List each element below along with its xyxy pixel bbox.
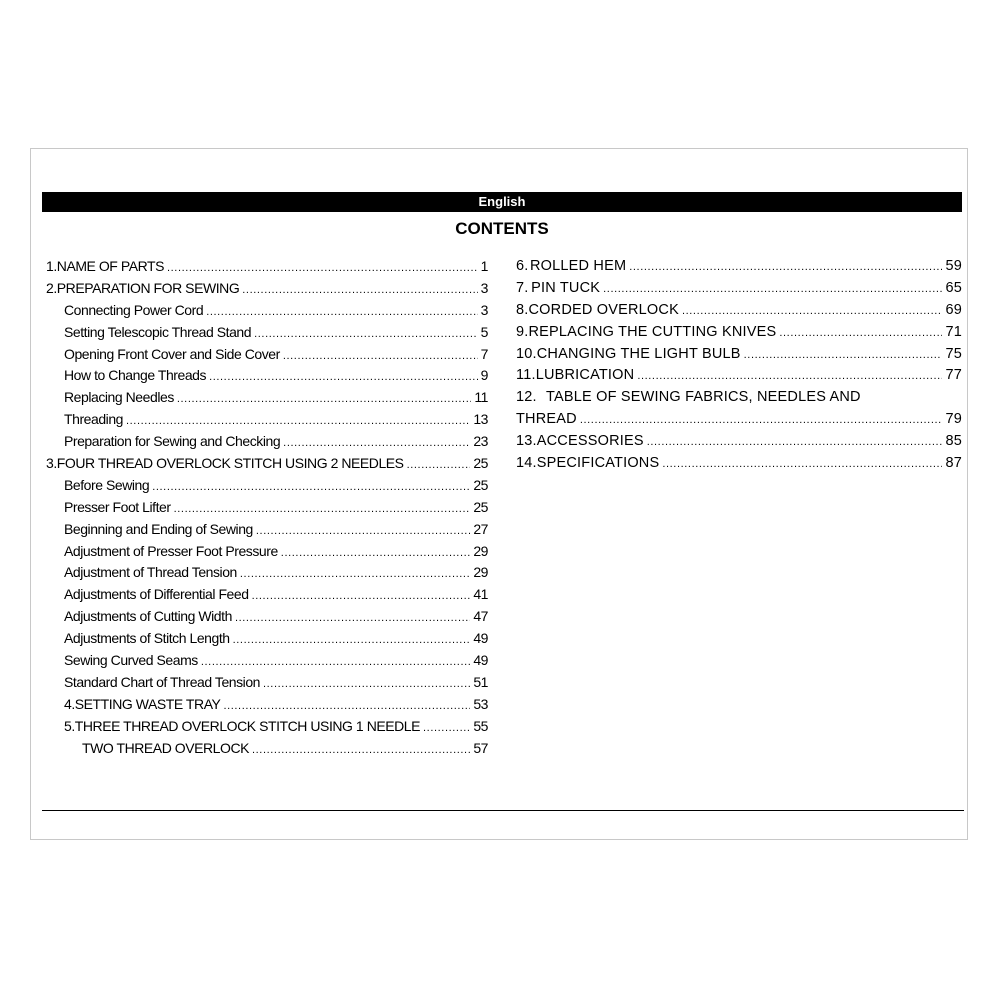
toc-entry[interactable] [516, 322, 962, 344]
toc-entry-title: SETTING WASTE TRAY [74, 695, 221, 712]
toc-dot-leader [256, 521, 470, 543]
toc-entry-page: 29 [473, 564, 488, 581]
toc-entry-title: Adjustment of Thread Tension [64, 564, 237, 581]
toc-entry-page: 25 [473, 455, 488, 472]
toc-entry-page: 25 [473, 498, 488, 515]
toc-entry[interactable] [46, 738, 488, 760]
bottom-rule [42, 810, 964, 811]
toc-entry[interactable] [516, 409, 962, 431]
toc-dot-leader [629, 257, 942, 279]
toc-dot-leader [126, 411, 470, 433]
toc-right-column [516, 256, 962, 475]
toc-entry-page: 51 [473, 673, 488, 690]
toc-dot-leader [637, 366, 942, 388]
toc-entry[interactable] [516, 344, 962, 366]
toc-dot-leader [281, 543, 471, 565]
toc-entry-title: THREAD [516, 411, 577, 428]
toc-dot-leader [662, 454, 942, 476]
toc-entry[interactable] [46, 694, 488, 716]
toc-entry-page: 7 [480, 345, 488, 362]
toc-entry-page: 11 [474, 389, 488, 406]
toc-entry[interactable] [46, 300, 488, 322]
toc-entry-page: 87 [945, 455, 962, 472]
toc-entry-page: 75 [945, 345, 962, 362]
toc-entry-number: 5. [64, 717, 75, 734]
toc-entry-title: CORDED OVERLOCK [528, 301, 679, 318]
toc-dot-leader [580, 410, 943, 432]
toc-dot-leader [779, 323, 942, 345]
toc-entry-page: 29 [473, 542, 488, 559]
toc-entry-page: 79 [945, 411, 962, 428]
toc-entry-number: 11. [516, 367, 536, 384]
toc-entry[interactable] [46, 344, 488, 366]
toc-entry-title: Sewing Curved Seams [64, 652, 198, 669]
toc-entry-title: ACCESSORIES [536, 433, 644, 450]
toc-entry-title: Beginning and Ending of Sewing [64, 520, 253, 537]
toc-entry[interactable] [46, 453, 488, 475]
toc-entry-title: TWO THREAD OVERLOCK [82, 739, 249, 756]
toc-entry[interactable] [46, 606, 488, 628]
toc-dot-leader [209, 367, 478, 389]
toc-dot-leader [252, 740, 470, 762]
toc-entry-page: 25 [473, 476, 488, 493]
toc-entry-page: 77 [945, 367, 962, 384]
toc-dot-leader [233, 630, 471, 652]
toc-entry[interactable] [516, 431, 962, 453]
toc-entry-title: Adjustments of Differential Feed [64, 586, 249, 603]
toc-entry-title: Replacing Needles [64, 389, 174, 406]
toc-entry-number: 1. [46, 258, 57, 274]
toc-entry-title: LUBRICATION [535, 367, 635, 384]
toc-dot-leader [206, 302, 477, 324]
toc-entry-title: TABLE OF SEWING FABRICS, NEEDLES AND [546, 389, 861, 406]
toc-entry-number: 10. [516, 345, 537, 362]
toc-entry-page: 3 [480, 279, 488, 296]
toc-entry-title: THREE THREAD OVERLOCK STITCH USING 1 NEEDLE [74, 717, 421, 734]
toc-entry-title: Setting Telescopic Thread Stand [64, 323, 252, 340]
toc-entry[interactable] [46, 562, 488, 584]
language-banner [42, 192, 962, 212]
toc-entry[interactable] [46, 256, 488, 278]
toc-dot-leader [423, 718, 470, 740]
toc-entry-number: 3. [46, 455, 57, 472]
toc-entry-page: 47 [473, 608, 488, 625]
toc-dot-leader [283, 346, 478, 368]
toc-entry-page: 55 [473, 717, 488, 734]
toc-entry[interactable] [516, 278, 962, 300]
toc-entry-title: Connecting Power Cord [64, 301, 204, 318]
toc-entry[interactable] [516, 256, 962, 278]
toc-entry-page: 13 [473, 411, 488, 428]
toc-dot-leader [242, 280, 477, 302]
toc-entry-number: 13. [516, 433, 537, 450]
toc-entry-page: 65 [945, 279, 962, 296]
toc-dot-leader [240, 564, 470, 586]
toc-dot-leader [152, 477, 470, 499]
toc-entry-page: 41 [473, 586, 488, 603]
toc-entry-number: 4. [64, 695, 75, 712]
language-label: English [478, 194, 526, 209]
toc-entry-page: 53 [473, 695, 488, 712]
toc-dot-leader [254, 324, 478, 346]
toc-dot-leader [283, 433, 470, 455]
toc-entry-title: Preparation for Sewing and Checking [64, 433, 281, 450]
toc-entry[interactable] [46, 519, 488, 541]
toc-entry[interactable] [46, 387, 488, 409]
toc-entry[interactable] [46, 365, 488, 387]
toc-entry-page: 1 [480, 258, 488, 274]
toc-entry-title: PIN TUCK [531, 279, 601, 296]
toc-left-column [46, 256, 488, 759]
toc-entry[interactable] [46, 628, 488, 650]
toc-dot-leader [647, 432, 943, 454]
toc-entry-page: 69 [945, 301, 962, 318]
toc-entry-page: 5 [480, 323, 488, 340]
toc-entry[interactable] [516, 300, 962, 322]
toc-entry[interactable] [516, 453, 962, 475]
toc-entry-page: 57 [473, 739, 488, 756]
toc-entry-title: Before Sewing [64, 476, 150, 493]
toc-entry-page: 27 [473, 520, 488, 537]
toc-entry-page: 9 [480, 367, 488, 384]
toc-dot-leader [235, 608, 470, 630]
toc-entry-title: FOUR THREAD OVERLOCK STITCH USING 2 NEEDLES [56, 455, 404, 472]
toc-entry-title: Presser Foot Lifter [64, 498, 171, 515]
toc-entry[interactable] [46, 650, 488, 672]
toc-entry[interactable] [46, 541, 488, 563]
toc-entry-title: CHANGING THE LIGHT BULB [536, 345, 741, 362]
toc-dot-leader [177, 389, 471, 411]
toc-entry-title: NAME OF PARTS [56, 258, 164, 274]
toc-entry-number: 12. [516, 389, 537, 406]
toc-dot-leader [223, 696, 470, 718]
toc-entry[interactable] [516, 387, 962, 409]
toc-entry[interactable] [46, 431, 488, 453]
toc-entry[interactable] [46, 672, 488, 694]
toc-entry-title: Adjustments of Cutting Width [64, 608, 232, 625]
toc-entry-title: Adjustments of Stitch Length [64, 630, 230, 647]
toc-entry-title: PREPARATION FOR SEWING [56, 279, 240, 296]
toc-dot-leader [744, 345, 943, 367]
toc-entry[interactable] [46, 584, 488, 606]
toc-entry-title: Adjustment of Presser Foot Pressure [64, 542, 278, 559]
page-title: CONTENTS [455, 219, 549, 238]
toc-entry[interactable] [46, 322, 488, 344]
toc-entry-page: 59 [945, 258, 962, 274]
toc-dot-leader [252, 586, 471, 608]
toc-dot-leader [407, 455, 471, 477]
toc-entry-page: 49 [473, 630, 488, 647]
toc-entry-title: SPECIFICATIONS [536, 455, 660, 472]
toc-dot-leader [201, 652, 470, 674]
toc-entry-number: 9. [516, 323, 529, 340]
toc-entry-title: ROLLED HEM [529, 258, 627, 274]
toc-entry-number: 6. [516, 258, 529, 274]
toc-entry-title: Threading [64, 411, 123, 428]
toc-entry-page: 85 [945, 433, 962, 450]
toc-entry-title: Standard Chart of Thread Tension [64, 673, 260, 690]
toc-entry[interactable] [516, 365, 962, 387]
toc-entry-number: 8. [516, 301, 529, 318]
toc-entry-title: How to Change Threads [64, 367, 207, 384]
toc-entry-number: 2. [46, 279, 57, 296]
toc-dot-leader [603, 279, 942, 301]
toc-entry-number: 7. [516, 279, 529, 296]
toc-entry-page: 3 [480, 301, 488, 318]
toc-entry[interactable] [46, 409, 488, 431]
toc-entry-page: 49 [473, 652, 488, 669]
toc-entry-page: 23 [473, 433, 488, 450]
toc-entry[interactable] [46, 716, 488, 738]
toc-dot-leader [682, 301, 943, 323]
toc-entry-title: REPLACING THE CUTTING KNIVES [528, 323, 777, 340]
toc-entry[interactable] [46, 497, 488, 519]
toc-dot-leader [174, 499, 471, 521]
toc-entry[interactable] [46, 475, 488, 497]
toc-entry[interactable] [46, 278, 488, 300]
toc-entry-page: 71 [945, 323, 962, 340]
toc-dot-leader [263, 674, 470, 696]
toc-entry-number: 14. [516, 455, 537, 472]
toc-dot-leader [167, 258, 478, 280]
toc-entry-title: Opening Front Cover and Side Cover [64, 345, 280, 362]
